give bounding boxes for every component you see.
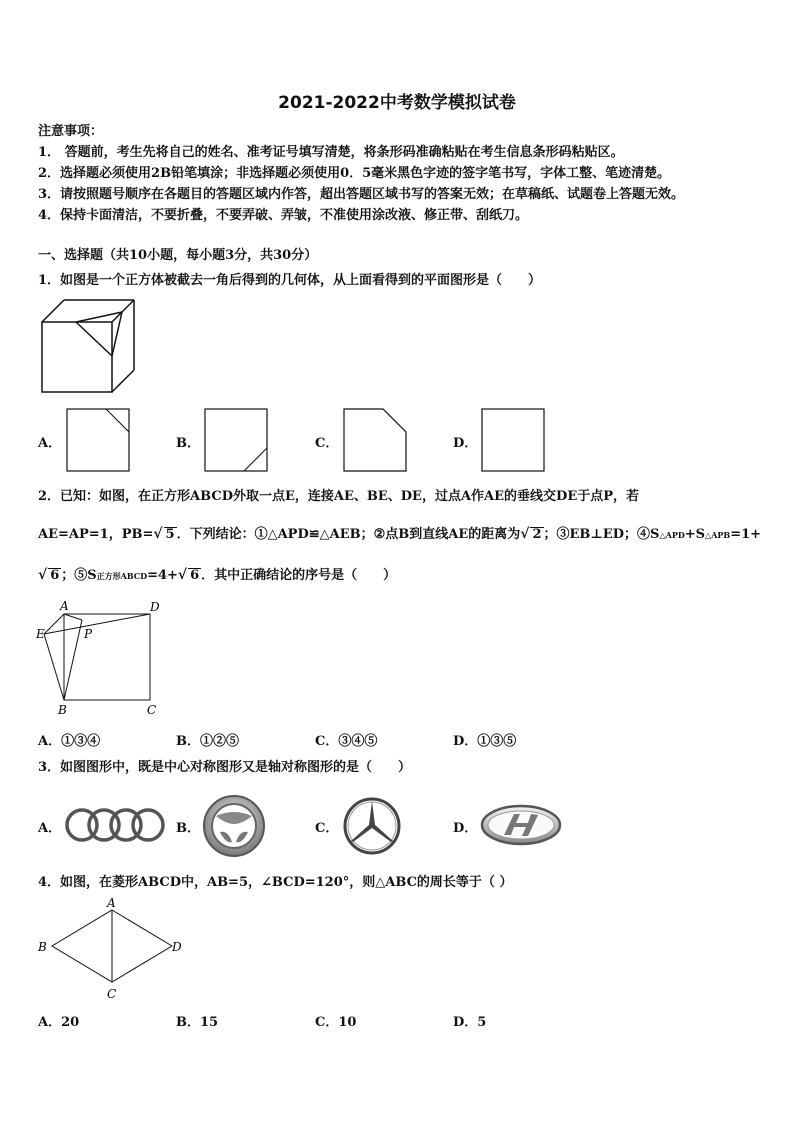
- page-title: 2021-2022中考数学模拟试卷: [278, 93, 516, 113]
- q4-label-d: D: [172, 940, 182, 954]
- q3-option-b[interactable]: B．: [176, 821, 200, 836]
- notice-item-1: 1． 答题前，考生先将自己的姓名、准考证号填写清楚，将条形码准确粘贴在考生信息条形码粘贴区。: [38, 145, 624, 160]
- q2-label-d: D: [150, 600, 160, 614]
- q2-square-figure: [36, 598, 166, 718]
- q1-option-d-figure[interactable]: [481, 408, 545, 472]
- q1-option-c-figure[interactable]: [343, 408, 407, 472]
- q4-option-d[interactable]: D．5: [453, 1015, 487, 1030]
- q2-line-1: 2．已知：如图，在正方形ABCD外取一点E，连接AE、BE、DE，过点A作AE的垂线交DE于点P，若: [38, 489, 640, 504]
- q3-option-c[interactable]: C．: [315, 821, 339, 836]
- q1-solid-figure: [40, 298, 136, 394]
- q2-option-a[interactable]: A．①③④: [38, 734, 101, 749]
- notice-item-4: 4．保持卡面清洁，不要折叠，不要弄破、弄皱，不准使用涂改液、修正带、刮纸刀。: [38, 208, 529, 223]
- q4-option-b[interactable]: B．15: [176, 1015, 219, 1030]
- q2-label-c: C: [147, 703, 157, 717]
- q2-line-3: √ 6 ；⑤S正方形ABCD=4+√ 6 ．其中正确结论的序号是（ ）: [38, 567, 397, 583]
- q3-stem: 3．如图图形中，既是中心对称图形又是轴对称图形的是（ ）: [38, 760, 412, 775]
- q2-label-p: P: [84, 627, 93, 641]
- q2-label-e: E: [36, 627, 45, 641]
- audi-logo-icon[interactable]: [64, 806, 166, 844]
- q1-stem: 1．如图是一个正方体被截去一角后得到的几何体，从上面看得到的平面图形是（ ）: [38, 273, 542, 288]
- hyundai-logo-icon[interactable]: [480, 804, 562, 846]
- q2-label-b: B: [58, 703, 67, 717]
- q1-option-c[interactable]: C．: [315, 436, 339, 451]
- notice-heading: 注意事项：: [38, 124, 104, 139]
- mercedes-logo-icon[interactable]: [342, 796, 402, 856]
- q2-option-b[interactable]: B．①②⑤: [176, 734, 240, 749]
- notice-item-2: 2．选择题必须使用2B铅笔填涂；非选择题必须使用0．5毫米黑色字迹的签字笔书写，字体工整、笔迹清楚。: [38, 166, 671, 181]
- section-heading: 一、选择题（共10小题，每小题3分，共30分）: [38, 248, 318, 263]
- q2-option-d[interactable]: D．①③⑤: [453, 734, 517, 749]
- q4-stem: 4．如图，在菱形ABCD中，AB=5，∠BCD=120°，则△ABC的周长等于（ ）: [38, 875, 513, 890]
- q1-option-d[interactable]: D．: [453, 436, 478, 451]
- q4-label-c: C: [107, 987, 117, 1001]
- q4-option-c[interactable]: C．10: [315, 1015, 357, 1030]
- q3-option-a[interactable]: A．: [38, 821, 62, 836]
- q2-line-2: AE=AP=1，PB=√ 5 ．下列结论：①△APD≌△AEB；②点B到直线AE的距离为√ 2 ；③EB⊥ED；④S△APD+S△APB=1+: [38, 526, 762, 542]
- q1-option-b-figure[interactable]: [204, 408, 268, 472]
- notice-item-3: 3．请按照题号顺序在各题目的答题区域内作答，超出答题区域书写的答案无效；在草稿纸、试题卷上答题无效。: [38, 187, 685, 202]
- q2-option-c[interactable]: C．③④⑤: [315, 734, 378, 749]
- q1-option-a-figure[interactable]: [66, 408, 130, 472]
- q4-label-b: B: [38, 940, 47, 954]
- dongfeng-logo-icon[interactable]: [202, 794, 266, 858]
- q4-label-a: A: [107, 896, 116, 910]
- q4-rhombus-figure: [36, 894, 186, 1004]
- q1-option-b[interactable]: B．: [176, 436, 200, 451]
- q2-label-a: A: [60, 599, 69, 613]
- q4-option-a[interactable]: A．20: [38, 1015, 80, 1030]
- q1-option-a[interactable]: A．: [38, 436, 62, 451]
- q3-option-d[interactable]: D．: [453, 821, 478, 836]
